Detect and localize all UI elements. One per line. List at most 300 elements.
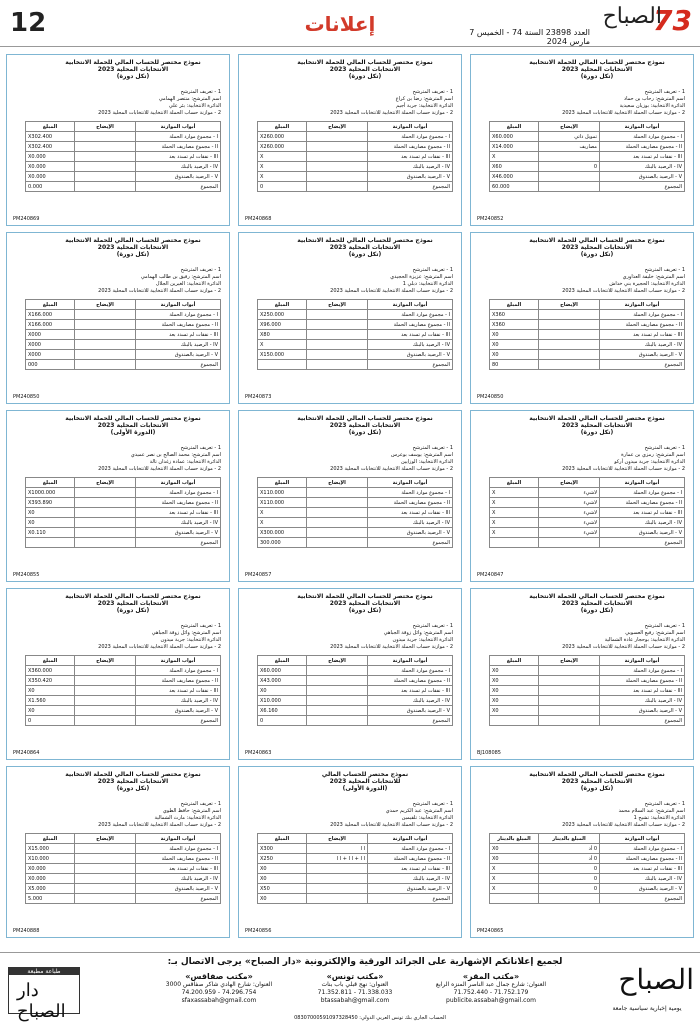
table-cell: V - الرصيد بالصندوق bbox=[368, 350, 453, 360]
table-row bbox=[26, 864, 221, 874]
table-cell: X1.560 bbox=[26, 696, 75, 706]
table-cell bbox=[75, 350, 136, 360]
table-cell bbox=[75, 518, 136, 528]
table-row bbox=[490, 874, 685, 884]
table-cell bbox=[307, 142, 368, 152]
footer-slogan: يومية إخبارية سياسية جامعة bbox=[612, 1005, 682, 1012]
section-title: إعلانات bbox=[304, 12, 376, 36]
table-cell: X110.000 bbox=[258, 498, 307, 508]
table-header bbox=[26, 834, 221, 844]
table-row bbox=[490, 518, 685, 528]
column-header: أبواب الموازنة bbox=[368, 656, 453, 666]
table-cell: X110.000 bbox=[258, 488, 307, 498]
table-cell: المجموع bbox=[600, 360, 685, 370]
ad-card bbox=[470, 588, 694, 760]
ad-title: نموذج مختصر للحساب المالي للحملة الانتخابية الانتخابات المحلية 2023 (تكل دورة) bbox=[65, 593, 201, 614]
budget-table bbox=[489, 477, 685, 548]
office-title: «مكتب المقر» bbox=[462, 972, 520, 981]
column-header: المبلغ bbox=[490, 122, 539, 132]
table-cell: II - مجموع مصاريف الحملة bbox=[136, 498, 221, 508]
ad-code: PM240856 bbox=[245, 928, 272, 934]
column-header: المبلغ bbox=[26, 122, 75, 132]
budget-table bbox=[25, 299, 221, 370]
table-row bbox=[258, 182, 453, 192]
column-header: المبلغ bbox=[490, 656, 539, 666]
table-cell: X360.000 bbox=[26, 666, 75, 676]
table-cell: I - مجموع موارد الحملة bbox=[136, 666, 221, 676]
table-cell: X80 bbox=[258, 330, 307, 340]
office-email: sfaxassabah@gmail.com bbox=[181, 997, 257, 1004]
office-email: btassabah@gmail.com bbox=[320, 997, 390, 1004]
column-header: المبلغ bbox=[490, 478, 539, 488]
office-address: العنوان: نهج قبلي باب بنات bbox=[321, 981, 389, 988]
ad-title: نموذج مختصر للحساب المالي للحملة الانتخابية الانتخابات المحلية 2023 (تكل دورة) bbox=[65, 59, 201, 80]
table-row bbox=[26, 498, 221, 508]
table-header bbox=[258, 478, 453, 488]
table-row bbox=[26, 320, 221, 330]
table-header bbox=[490, 656, 685, 666]
office-phone: 74.296.754 - 74.200.959 bbox=[181, 989, 257, 996]
page-number: 12 bbox=[10, 8, 47, 38]
table-row bbox=[26, 894, 221, 904]
table-cell: I - مجموع موارد الحملة bbox=[600, 488, 685, 498]
table-cell: 0 bbox=[539, 874, 600, 884]
masthead-name: الصباح bbox=[602, 4, 662, 29]
column-header: أبواب الموازنة bbox=[136, 834, 221, 844]
column-header: الإيضاح bbox=[307, 656, 368, 666]
table-row bbox=[258, 508, 453, 518]
table-cell: 0 bbox=[539, 864, 600, 874]
table-cell bbox=[307, 488, 368, 498]
table-cell: II - مجموع مصاريف الحملة bbox=[600, 676, 685, 686]
ad-card bbox=[6, 232, 230, 404]
table-cell: X bbox=[490, 528, 539, 538]
office-phone: 71.752.179 - 71.752.440 bbox=[453, 989, 529, 996]
table-cell bbox=[75, 340, 136, 350]
table-cell: X0 bbox=[26, 686, 75, 696]
office-tunis bbox=[296, 973, 414, 1005]
table-cell: X0 bbox=[258, 874, 307, 884]
table-cell bbox=[539, 538, 600, 548]
table-cell: X5.000 bbox=[26, 884, 75, 894]
column-header: المبلغ bbox=[258, 122, 307, 132]
table-cell: II - مجموع مصاريف الحملة bbox=[368, 320, 453, 330]
table-cell: 60.000 bbox=[490, 182, 539, 192]
column-header: المبلغ bbox=[26, 300, 75, 310]
table-cell: X96.000 bbox=[258, 320, 307, 330]
table-row bbox=[26, 676, 221, 686]
table-row bbox=[490, 350, 685, 360]
table-cell: II - مجموع مصاريف الحملة bbox=[600, 498, 685, 508]
table-row bbox=[26, 538, 221, 548]
ad-card bbox=[6, 766, 230, 938]
column-header: الإيضاح bbox=[75, 300, 136, 310]
table-cell: X bbox=[258, 172, 307, 182]
table-cell: II - مجموع مصاريف الحملة bbox=[136, 320, 221, 330]
table-row bbox=[258, 142, 453, 152]
footer-brand: الصباح bbox=[618, 963, 694, 996]
table-row bbox=[490, 894, 685, 904]
column-header: أبواب الموازنة bbox=[136, 656, 221, 666]
table-cell bbox=[26, 538, 75, 548]
table-cell bbox=[307, 152, 368, 162]
candidate-info: 1 - تعريف المترشح اسم المترشح: منتصر الهمامي الدائرة الانتخابية: بئر علي 2 - موازنة حساب الحملة الانتخابية للانتخابات المحلية 2023 bbox=[98, 89, 221, 116]
budget-table bbox=[489, 299, 685, 370]
table-cell bbox=[539, 172, 600, 182]
table-row bbox=[26, 488, 221, 498]
table-cell: X0 bbox=[26, 706, 75, 716]
column-header: أبواب الموازنة bbox=[368, 834, 453, 844]
footer-logo bbox=[600, 963, 694, 1011]
table-cell: المجموع bbox=[600, 894, 685, 904]
table-row bbox=[490, 716, 685, 726]
table-cell bbox=[75, 696, 136, 706]
table-header bbox=[258, 122, 453, 132]
candidate-info: 1 - تعريف المترشح اسم المترشح: عبد الكريم حمدي الدائرة الانتخابية: تلقيمين 2 - موازنة حساب الحملة الانتخابية للانتخابات المحلية 2023 bbox=[330, 801, 453, 828]
table-cell: X0 bbox=[490, 844, 539, 854]
table-row bbox=[258, 310, 453, 320]
table-cell bbox=[307, 350, 368, 360]
table-cell: I - مجموع موارد الحملة bbox=[600, 132, 685, 142]
table-cell: X0.110 bbox=[26, 528, 75, 538]
table-cell: X0 bbox=[26, 518, 75, 528]
candidate-info: 1 - تعريف المترشح اسم المترشح: محمد الصالح بن نصر عميدي الدائرة الانتخابية: عمادة زغدان تالة 2 - موازنة حساب الحملة الانتخابية للانتخابات المحلية 2023 bbox=[98, 445, 221, 472]
table-row bbox=[26, 142, 221, 152]
table-cell: X43.000 bbox=[258, 676, 307, 686]
table-cell: لاشيء bbox=[539, 488, 600, 498]
table-header bbox=[258, 834, 453, 844]
table-cell: X0.000 bbox=[26, 864, 75, 874]
table-cell bbox=[539, 686, 600, 696]
ad-title: نموذج مختصر للحساب المالي للحملة الانتخابية الانتخابات المحلية 2023 (تكل دورة) bbox=[297, 237, 433, 258]
table-row bbox=[26, 686, 221, 696]
table-cell bbox=[75, 666, 136, 676]
ad-card bbox=[6, 54, 230, 226]
table-cell bbox=[75, 330, 136, 340]
table-row bbox=[490, 340, 685, 350]
ad-card bbox=[470, 54, 694, 226]
table-cell: X bbox=[490, 488, 539, 498]
table-row bbox=[490, 508, 685, 518]
table-cell: X bbox=[490, 498, 539, 508]
office-address: العنوان: شارع جمال عبد الناصر المنزه الرابع bbox=[435, 981, 547, 988]
table-row bbox=[26, 132, 221, 142]
table-cell: 0 أد bbox=[539, 854, 600, 864]
ad-code: PM240864 bbox=[13, 750, 40, 756]
table-cell: لاشيء bbox=[539, 508, 600, 518]
table-row bbox=[490, 172, 685, 182]
ad-code: PM240863 bbox=[245, 750, 272, 756]
ad-title: نموذج مختصر للحساب المالي للحملة الانتخابية الانتخابات المحلية 2023 (تكل دورة) bbox=[529, 237, 665, 258]
table-row bbox=[258, 874, 453, 884]
table-cell bbox=[490, 716, 539, 726]
table-cell bbox=[539, 310, 600, 320]
table-cell bbox=[307, 538, 368, 548]
column-header: المبلغ bbox=[26, 478, 75, 488]
table-cell bbox=[307, 676, 368, 686]
column-header: أبواب الموازنة bbox=[136, 122, 221, 132]
table-cell bbox=[539, 894, 600, 904]
table-cell bbox=[75, 706, 136, 716]
table-cell bbox=[539, 696, 600, 706]
table-cell: X0 bbox=[490, 696, 539, 706]
ad-code: PM240847 bbox=[477, 572, 504, 578]
table-cell bbox=[490, 538, 539, 548]
candidate-info: 1 - تعريف المترشح اسم المترشح: رفيق بن طالب الهمامي الدائرة الانتخابية: الغيرين الجلال 2 - موازنة حساب الحملة الانتخابية للانتخابات المحلية 2023 bbox=[98, 267, 221, 294]
table-row bbox=[490, 666, 685, 676]
table-cell bbox=[75, 844, 136, 854]
table-row bbox=[26, 666, 221, 676]
table-row bbox=[490, 884, 685, 894]
table-cell: X0 bbox=[490, 666, 539, 676]
table-cell: X6.160 bbox=[258, 706, 307, 716]
table-cell bbox=[307, 320, 368, 330]
table-cell: X250.000 bbox=[258, 310, 307, 320]
table-cell: X0 bbox=[26, 508, 75, 518]
table-cell: I - مجموع موارد الحملة bbox=[136, 310, 221, 320]
table-row bbox=[258, 538, 453, 548]
table-cell: X166.000 bbox=[26, 310, 75, 320]
table-cell: II - مجموع مصاريف الحملة bbox=[368, 854, 453, 864]
table-cell: IV - الرصيد بالبنك bbox=[136, 162, 221, 172]
column-header: المبلغ bbox=[26, 656, 75, 666]
table-row bbox=[26, 696, 221, 706]
ad-code: PM240857 bbox=[245, 572, 272, 578]
table-cell: II - مجموع مصاريف الحملة bbox=[136, 142, 221, 152]
table-cell: X10.000 bbox=[258, 696, 307, 706]
table-cell bbox=[75, 686, 136, 696]
table-cell: IV - الرصيد بالبنك bbox=[368, 518, 453, 528]
table-cell bbox=[539, 182, 600, 192]
table-cell: 300.000 bbox=[258, 538, 307, 548]
ad-title: نموذج مختصر للحساب المالي للحملة الانتخابية الانتخابات المحلية 2023 (تكل دورة) bbox=[65, 237, 201, 258]
table-cell bbox=[75, 864, 136, 874]
table-row bbox=[26, 854, 221, 864]
table-row bbox=[490, 844, 685, 854]
budget-table bbox=[257, 299, 453, 370]
candidate-info: 1 - تعريف المترشح اسم المترشح: وائل زوقة الجباهي الدائرة الانتخابية: جربة ميدون 2 - موازنة حساب الحملة الانتخابية للانتخابات المحلية 2023 bbox=[98, 623, 221, 650]
table-row bbox=[26, 162, 221, 172]
table-cell: 000 bbox=[26, 360, 75, 370]
table-cell: IV - الرصيد بالبنك bbox=[368, 340, 453, 350]
table-cell bbox=[307, 182, 368, 192]
table-cell bbox=[539, 360, 600, 370]
table-row bbox=[490, 132, 685, 142]
column-header: الإيضاح bbox=[75, 656, 136, 666]
table-header bbox=[490, 122, 685, 132]
table-cell: X0.000 bbox=[26, 172, 75, 182]
table-cell bbox=[75, 676, 136, 686]
table-row bbox=[258, 666, 453, 676]
table-cell: IV - الرصيد بالبنك bbox=[368, 162, 453, 172]
ad-code: PM240850 bbox=[477, 394, 504, 400]
budget-table bbox=[25, 655, 221, 726]
table-cell: V - الرصيد بالصندوق bbox=[136, 706, 221, 716]
table-row bbox=[258, 864, 453, 874]
candidate-info: 1 - تعريف المترشح اسم المترشح: رفيع العسوبي الدائرة الانتخابية: بوحجار عادة الشمالية 2 - موازنة حساب الحملة الانتخابية للانتخابات المحلية 2023 bbox=[562, 623, 685, 650]
table-cell: II - مجموع مصاريف الحملة bbox=[368, 142, 453, 152]
table-cell: X0.000 bbox=[26, 874, 75, 884]
table-cell: X0 bbox=[258, 864, 307, 874]
table-cell: I - مجموع موارد الحملة bbox=[368, 666, 453, 676]
table-cell bbox=[307, 666, 368, 676]
column-header: المبلغ bbox=[258, 834, 307, 844]
table-cell: X10.000 bbox=[26, 854, 75, 864]
table-cell: V - الرصيد بالصندوق bbox=[368, 528, 453, 538]
page-header bbox=[0, 0, 700, 47]
budget-table bbox=[489, 655, 685, 726]
table-cell: 0 bbox=[539, 884, 600, 894]
table-cell: I - مجموع موارد الحملة bbox=[136, 488, 221, 498]
table-cell bbox=[258, 360, 307, 370]
table-cell: X bbox=[490, 518, 539, 528]
ad-code: PM240865 bbox=[477, 928, 504, 934]
table-cell: III - نفقات لم تسدد بعد bbox=[368, 508, 453, 518]
candidate-info: 1 - تعريف المترشح اسم المترشح: خليفة العذاوري الدائرة الانتخابية: الحجيرة بني خداش 2 - موازنة حساب الحملة الانتخابية للانتخابات المحلية 2023 bbox=[562, 267, 685, 294]
table-cell: لاشيء bbox=[539, 518, 600, 528]
budget-table bbox=[25, 121, 221, 192]
table-cell: 0 bbox=[539, 162, 600, 172]
table-cell: تمويل ذاتي bbox=[539, 132, 600, 142]
table-cell: المجموع bbox=[136, 360, 221, 370]
table-cell bbox=[307, 360, 368, 370]
table-cell: I - مجموع موارد الحملة bbox=[368, 844, 453, 854]
table-cell: X bbox=[490, 884, 539, 894]
table-cell bbox=[75, 874, 136, 884]
table-cell: I - مجموع موارد الحملة bbox=[136, 132, 221, 142]
table-cell: X0 bbox=[490, 330, 539, 340]
table-cell bbox=[75, 498, 136, 508]
table-cell bbox=[307, 132, 368, 142]
ad-code: BJ108085 bbox=[477, 750, 501, 756]
table-cell bbox=[539, 152, 600, 162]
table-cell bbox=[75, 716, 136, 726]
table-cell: I - مجموع موارد الحملة bbox=[368, 132, 453, 142]
table-cell bbox=[75, 310, 136, 320]
table-row bbox=[490, 142, 685, 152]
table-cell: X360 bbox=[490, 320, 539, 330]
budget-table bbox=[25, 477, 221, 548]
ad-card bbox=[470, 766, 694, 938]
table-row bbox=[258, 488, 453, 498]
table-row bbox=[258, 320, 453, 330]
table-cell: المجموع bbox=[368, 716, 453, 726]
table-cell: II - مجموع مصاريف الحملة bbox=[600, 854, 685, 864]
table-row bbox=[26, 330, 221, 340]
table-cell: 0 bbox=[258, 716, 307, 726]
table-cell bbox=[307, 864, 368, 874]
table-cell: X0 bbox=[490, 676, 539, 686]
table-row bbox=[26, 844, 221, 854]
table-cell: X0 bbox=[490, 350, 539, 360]
table-cell: X50 bbox=[258, 884, 307, 894]
column-header: الإيضاح bbox=[75, 834, 136, 844]
table-cell: V - الرصيد بالصندوق bbox=[368, 706, 453, 716]
table-cell: II - مجموع مصاريف الحملة bbox=[600, 320, 685, 330]
table-cell bbox=[539, 330, 600, 340]
table-row bbox=[258, 696, 453, 706]
column-header: أبواب الموازنة bbox=[600, 122, 685, 132]
table-cell: I - مجموع موارد الحملة bbox=[600, 310, 685, 320]
table-row bbox=[26, 528, 221, 538]
table-cell: II - مجموع مصاريف الحملة bbox=[600, 142, 685, 152]
table-cell bbox=[539, 340, 600, 350]
column-header: أبواب الموازنة bbox=[600, 478, 685, 488]
ad-card bbox=[470, 410, 694, 582]
table-cell bbox=[75, 894, 136, 904]
table-cell bbox=[75, 884, 136, 894]
table-cell: X260.000 bbox=[258, 132, 307, 142]
table-cell: 0 bbox=[258, 182, 307, 192]
office-title: «مكتب تونس» bbox=[326, 972, 384, 981]
table-cell: X bbox=[258, 340, 307, 350]
table-cell: X302.400 bbox=[26, 132, 75, 142]
table-cell: X60.000 bbox=[258, 666, 307, 676]
column-header: الإيضاح bbox=[539, 478, 600, 488]
column-header: المبلغ بالدينار bbox=[490, 834, 539, 844]
table-cell bbox=[75, 182, 136, 192]
table-cell: III - نفقات لم تسدد بعد bbox=[368, 330, 453, 340]
table-cell bbox=[75, 320, 136, 330]
column-header: الإيضاح bbox=[75, 122, 136, 132]
table-cell: المجموع bbox=[600, 716, 685, 726]
table-cell: V - الرصيد بالصندوق bbox=[136, 172, 221, 182]
table-cell: مصاريف bbox=[539, 142, 600, 152]
ad-code: PM240852 bbox=[477, 216, 504, 222]
column-header: أبواب الموازنة bbox=[600, 834, 685, 844]
budget-table bbox=[257, 121, 453, 192]
table-cell: المجموع bbox=[368, 894, 453, 904]
table-cell bbox=[307, 686, 368, 696]
table-cell: X1000.000 bbox=[26, 488, 75, 498]
table-cell bbox=[307, 162, 368, 172]
table-cell: X0.000 bbox=[26, 152, 75, 162]
table-header bbox=[490, 478, 685, 488]
column-header: أبواب الموازنة bbox=[368, 300, 453, 310]
table-cell: لاشيء bbox=[539, 498, 600, 508]
ad-card bbox=[6, 588, 230, 760]
table-cell: V - الرصيد بالصندوق bbox=[600, 350, 685, 360]
table-row bbox=[26, 360, 221, 370]
table-row bbox=[258, 152, 453, 162]
table-row bbox=[490, 538, 685, 548]
table-cell: X360 bbox=[490, 310, 539, 320]
table-cell: X000 bbox=[26, 330, 75, 340]
table-cell: X60 bbox=[490, 162, 539, 172]
table-row bbox=[490, 864, 685, 874]
table-cell: III - نفقات لم تسدد بعد bbox=[600, 864, 685, 874]
table-header bbox=[26, 656, 221, 666]
table-cell: X0 bbox=[258, 686, 307, 696]
table-cell: X bbox=[258, 518, 307, 528]
ad-card bbox=[238, 766, 462, 938]
table-cell: X0 bbox=[258, 894, 307, 904]
table-cell bbox=[539, 350, 600, 360]
table-row bbox=[26, 172, 221, 182]
table-cell bbox=[75, 132, 136, 142]
table-row bbox=[258, 854, 453, 864]
table-header bbox=[490, 834, 685, 844]
ad-title: نموذج مختصر للحساب المالي للحملة الانتخابية الانتخابات المحلية 2023 (تكل دورة) bbox=[65, 771, 201, 792]
table-row bbox=[258, 360, 453, 370]
table-cell: V - الرصيد بالصندوق bbox=[136, 884, 221, 894]
ad-card bbox=[238, 54, 462, 226]
table-cell: X bbox=[490, 152, 539, 162]
table-cell: X0 bbox=[490, 706, 539, 716]
table-cell bbox=[307, 310, 368, 320]
print-label: طباعة مطبعة bbox=[9, 968, 79, 975]
ad-card bbox=[470, 232, 694, 404]
